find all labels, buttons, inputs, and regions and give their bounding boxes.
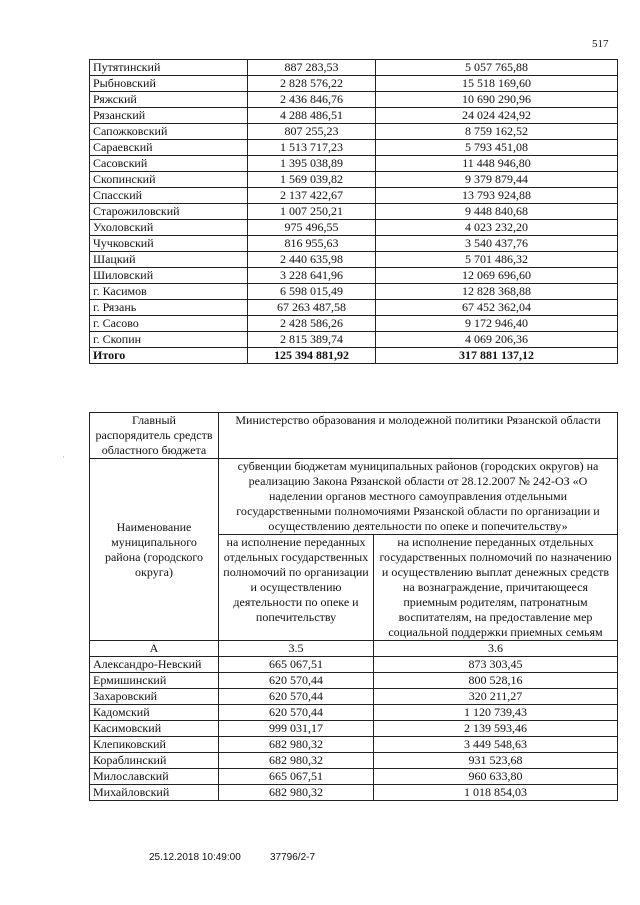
table-row bbox=[90, 737, 618, 753]
cell-name: Ермишинский bbox=[90, 673, 219, 689]
table-row bbox=[90, 60, 618, 76]
cell-name: Кораблинский bbox=[90, 753, 219, 769]
cell-value-1: 1 007 250,21 bbox=[248, 204, 376, 220]
cell-value-1: 682 980,32 bbox=[219, 737, 374, 753]
cell-name: Захаровский bbox=[90, 689, 219, 705]
table-row bbox=[90, 220, 618, 236]
cell-name: Скопинский bbox=[90, 172, 248, 188]
cell-name: Сапожковский bbox=[90, 124, 248, 140]
table-row bbox=[90, 92, 618, 108]
page-number: 517 bbox=[592, 38, 609, 50]
table-row bbox=[90, 140, 618, 156]
cell-value-2: 3 449 548,63 bbox=[374, 737, 618, 753]
cell-value-2: 960 633,80 bbox=[374, 769, 618, 785]
table-row bbox=[90, 657, 618, 673]
cell-name: Ухоловский bbox=[90, 220, 248, 236]
cell-name: Рязанский bbox=[90, 108, 248, 124]
cell-value-2: 12 069 696,60 bbox=[376, 268, 618, 284]
cell-name: г. Рязань bbox=[90, 300, 248, 316]
cell-value-1: 807 255,23 bbox=[248, 124, 376, 140]
cell-value-1: 682 980,32 bbox=[219, 753, 374, 769]
header-ministry-name: Министерство образования и молодежной политики Рязанской области bbox=[219, 413, 618, 459]
cell-value-2: 800 528,16 bbox=[374, 673, 618, 689]
table-row bbox=[90, 204, 618, 220]
cell-name: Старожиловский bbox=[90, 204, 248, 220]
cell-value-1: 125 394 881,92 bbox=[248, 348, 376, 364]
cell-name: Сараевский bbox=[90, 140, 248, 156]
cell-value-2: 9 448 840,68 bbox=[376, 204, 618, 220]
cell-value-2: 2 139 593,46 bbox=[374, 721, 618, 737]
cell-value-1: 665 067,51 bbox=[219, 769, 374, 785]
cell-name: Итого bbox=[90, 348, 248, 364]
cell-name: Шиловский bbox=[90, 268, 248, 284]
cell-value-1: 2 440 635,98 bbox=[248, 252, 376, 268]
total-row bbox=[90, 348, 618, 364]
cell-name: Александро-Невский bbox=[90, 657, 219, 673]
cell-value-2: 11 448 946,80 bbox=[376, 156, 618, 172]
cell-value-1: 67 263 487,58 bbox=[248, 300, 376, 316]
table-row bbox=[90, 300, 618, 316]
col-code-a: А bbox=[90, 641, 219, 657]
cell-name: Ряжский bbox=[90, 92, 248, 108]
cell-value-2: 1 018 854,03 bbox=[374, 785, 618, 801]
cell-value-1: 620 570,44 bbox=[219, 689, 374, 705]
table-row bbox=[90, 673, 618, 689]
table-row bbox=[90, 76, 618, 92]
table-row bbox=[90, 284, 618, 300]
cell-value-1: 999 031,17 bbox=[219, 721, 374, 737]
cell-value-2: 12 828 368,88 bbox=[376, 284, 618, 300]
cell-name: г. Касимов bbox=[90, 284, 248, 300]
cell-value-1: 2 428 586,26 bbox=[248, 316, 376, 332]
margin-mark: · bbox=[62, 452, 65, 462]
footer-doc-code: 37796/2-7 bbox=[270, 852, 316, 863]
table-row bbox=[90, 753, 618, 769]
cell-name: Шацкий bbox=[90, 252, 248, 268]
cell-name: Спасский bbox=[90, 188, 248, 204]
cell-value-2: 8 759 162,52 bbox=[376, 124, 618, 140]
table-row bbox=[90, 236, 618, 252]
table-row bbox=[90, 689, 618, 705]
cell-value-1: 975 496,55 bbox=[248, 220, 376, 236]
table-row bbox=[90, 156, 618, 172]
cell-value-2: 9 379 879,44 bbox=[376, 172, 618, 188]
cell-name: Михайловский bbox=[90, 785, 219, 801]
cell-value-2: 873 303,45 bbox=[374, 657, 618, 673]
cell-value-2: 24 024 424,92 bbox=[376, 108, 618, 124]
education-subvention-table bbox=[89, 412, 618, 801]
cell-value-1: 2 815 389,74 bbox=[248, 332, 376, 348]
header-main-distributor-label: Главный распорядитель средств областного бюджета bbox=[90, 413, 219, 459]
cell-value-1: 887 283,53 bbox=[248, 60, 376, 76]
cell-name: Касимовский bbox=[90, 721, 219, 737]
cell-name: Чучковский bbox=[90, 236, 248, 252]
cell-value-2: 5 701 486,32 bbox=[376, 252, 618, 268]
cell-value-2: 67 452 362,04 bbox=[376, 300, 618, 316]
cell-value-2: 13 793 924,88 bbox=[376, 188, 618, 204]
cell-value-2: 15 518 169,60 bbox=[376, 76, 618, 92]
header-col-guardianship: на исполнение переданных отдельных государственных полномочий по организации и осуществлению деятельности по опеке и попечительству bbox=[219, 535, 374, 641]
cell-name: Клепиковский bbox=[90, 737, 219, 753]
cell-value-2: 5 793 451,08 bbox=[376, 140, 618, 156]
cell-value-2: 9 172 946,40 bbox=[376, 316, 618, 332]
table-row bbox=[90, 172, 618, 188]
header-subvention-description: субвенции бюджетам муниципальных районов (городских округов) на реализацию Закона Рязанской области от 28.12.2007 № 242-ОЗ «О наделении органов местного самоуправления отдельными государственными полномочиями Рязанской области по организации и осуществлению деятельности по опеке и попечительству» bbox=[219, 459, 618, 535]
cell-value-1: 3 228 641,96 bbox=[248, 268, 376, 284]
table-row bbox=[90, 705, 618, 721]
cell-value-1: 4 288 486,51 bbox=[248, 108, 376, 124]
cell-value-2: 5 057 765,88 bbox=[376, 60, 618, 76]
table-row bbox=[90, 124, 618, 140]
cell-name: Путятинский bbox=[90, 60, 248, 76]
col-code-3-5: 3.5 bbox=[219, 641, 374, 657]
cell-value-2: 931 523,68 bbox=[374, 753, 618, 769]
table-row bbox=[90, 316, 618, 332]
table-row bbox=[90, 332, 618, 348]
cell-value-2: 10 690 290,96 bbox=[376, 92, 618, 108]
cell-name: Рыбновский bbox=[90, 76, 248, 92]
table-row bbox=[90, 188, 618, 204]
cell-name: г. Сасово bbox=[90, 316, 248, 332]
header-col-foster-payments: на исполнение переданных отдельных государственных полномочий по назначению и осуществлению выплат денежных средств на вознаграждение, причитающееся приемным родителям, патронатным воспитателям, на предоставление мер социальной поддержки приемных семьям bbox=[374, 535, 618, 641]
cell-name: г. Скопин bbox=[90, 332, 248, 348]
table-row bbox=[90, 721, 618, 737]
cell-value-2: 4 023 232,20 bbox=[376, 220, 618, 236]
cell-name: Милославский bbox=[90, 769, 219, 785]
table-row bbox=[90, 268, 618, 284]
table-row bbox=[90, 785, 618, 801]
cell-value-1: 6 598 015,49 bbox=[248, 284, 376, 300]
footer-datetime: 25.12.2018 10:49:00 bbox=[149, 852, 241, 863]
cell-value-2: 317 881 137,12 bbox=[376, 348, 618, 364]
cell-value-1: 2 137 422,67 bbox=[248, 188, 376, 204]
cell-name: Кадомский bbox=[90, 705, 219, 721]
cell-value-1: 665 067,51 bbox=[219, 657, 374, 673]
cell-value-1: 1 395 038,89 bbox=[248, 156, 376, 172]
table-row bbox=[90, 108, 618, 124]
cell-value-2: 320 211,27 bbox=[374, 689, 618, 705]
cell-value-1: 2 828 576,22 bbox=[248, 76, 376, 92]
cell-value-2: 4 069 206,36 bbox=[376, 332, 618, 348]
cell-value-1: 620 570,44 bbox=[219, 705, 374, 721]
cell-name: Сасовский bbox=[90, 156, 248, 172]
cell-value-1: 620 570,44 bbox=[219, 673, 374, 689]
cell-value-1: 1 513 717,23 bbox=[248, 140, 376, 156]
cell-value-2: 3 540 437,76 bbox=[376, 236, 618, 252]
table-row bbox=[90, 769, 618, 785]
cell-value-1: 816 955,63 bbox=[248, 236, 376, 252]
col-code-3-6: 3.6 bbox=[374, 641, 618, 657]
district-totals-table bbox=[89, 59, 618, 364]
cell-value-2: 1 120 739,43 bbox=[374, 705, 618, 721]
header-municipality-name: Наименование муниципального района (городского округа) bbox=[90, 459, 219, 641]
cell-value-1: 682 980,32 bbox=[219, 785, 374, 801]
table-row bbox=[90, 252, 618, 268]
cell-value-1: 1 569 039,82 bbox=[248, 172, 376, 188]
cell-value-1: 2 436 846,76 bbox=[248, 92, 376, 108]
